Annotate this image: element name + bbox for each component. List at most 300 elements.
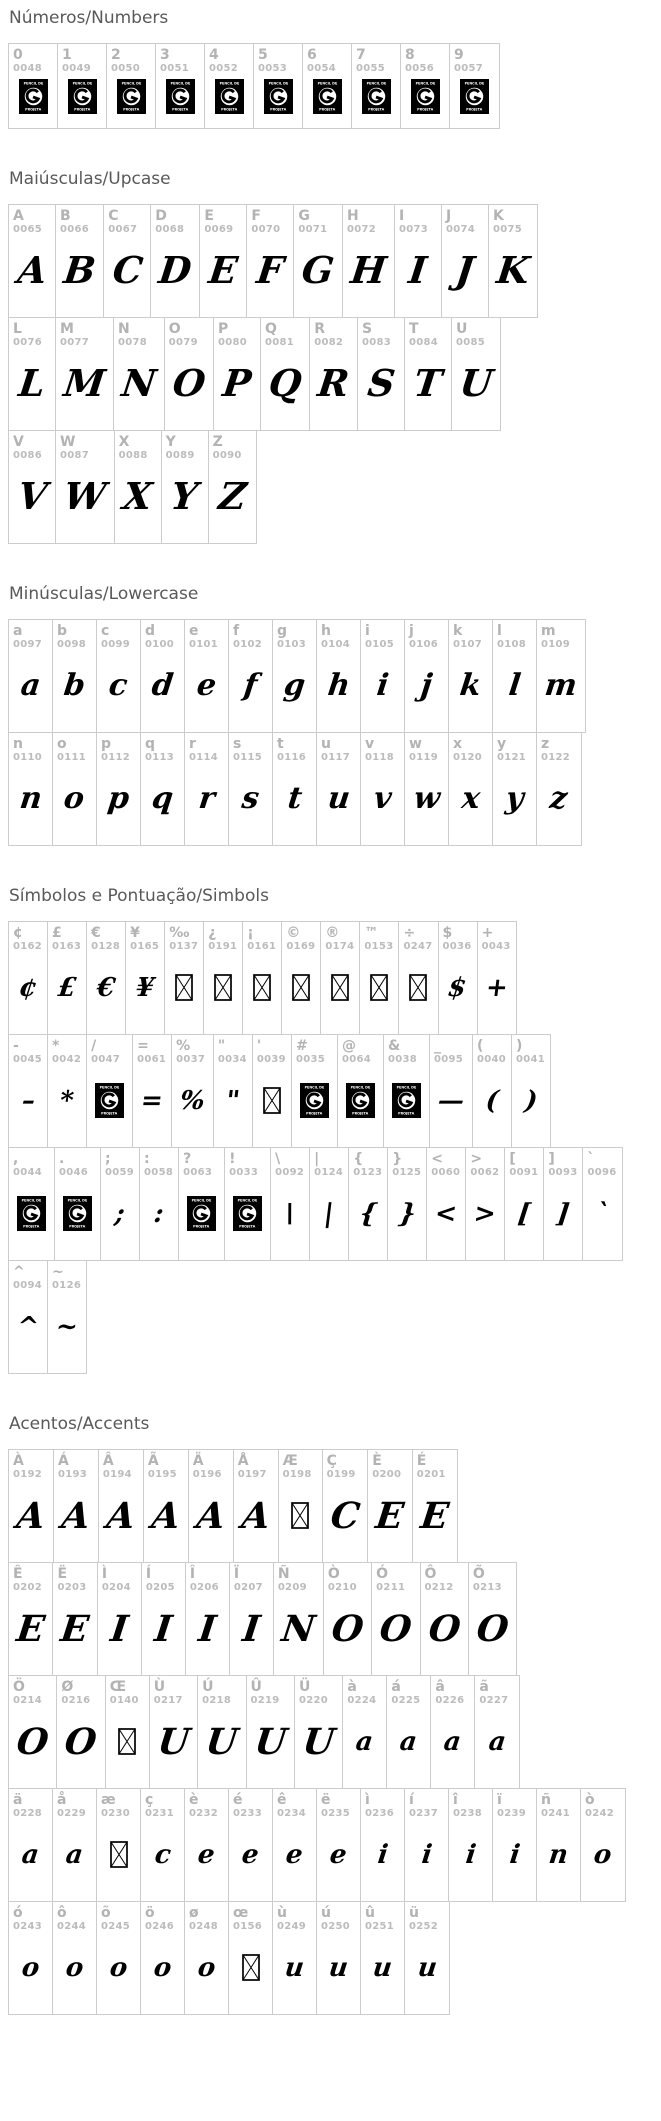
cell-header xyxy=(53,620,96,651)
char-cell xyxy=(48,1261,86,1373)
cell-header xyxy=(53,1563,96,1594)
char-cell xyxy=(229,1902,273,2014)
glyph-area xyxy=(144,1480,188,1561)
char-label: Ç xyxy=(326,1452,337,1469)
glyph-area xyxy=(56,461,114,542)
glyph-area xyxy=(449,763,492,844)
cell-header xyxy=(388,1148,426,1179)
char-code: 0106 xyxy=(409,638,439,650)
glyph: N xyxy=(279,1607,318,1650)
char-code: 0118 xyxy=(365,751,395,763)
char-label: c xyxy=(101,622,110,639)
glyph: B xyxy=(61,248,99,293)
char-cell xyxy=(360,922,399,1034)
char-label: . xyxy=(59,1150,65,1167)
char-code: 0059 xyxy=(105,1166,135,1178)
cell-header xyxy=(87,922,125,953)
glyph: : xyxy=(152,1198,166,1229)
glyph: I xyxy=(196,1607,219,1650)
char-label: \ xyxy=(275,1150,281,1167)
char-cell xyxy=(101,1148,140,1260)
char-code: 0037 xyxy=(176,1053,206,1065)
char-code: 0034 xyxy=(217,1053,247,1065)
char-cell xyxy=(466,1148,505,1260)
stamp-bottom-text: PROJETA xyxy=(193,1225,210,1229)
missing-glyph-icon xyxy=(214,974,232,1001)
glyph: e xyxy=(284,1839,305,1870)
glyph: j xyxy=(418,667,435,703)
char-cell xyxy=(282,922,321,1034)
stamp-top-text: PENCIL DE xyxy=(317,81,337,85)
glyph: v xyxy=(371,780,394,816)
glyph: S xyxy=(365,361,398,406)
foundry-stamp-logo-icon xyxy=(362,79,391,114)
glyph: k xyxy=(458,667,484,703)
glyph-area xyxy=(273,763,316,844)
glyph: u xyxy=(283,1952,306,1983)
cell-header xyxy=(431,1676,474,1707)
char-label: ÷ xyxy=(403,924,416,941)
glyph: O xyxy=(170,361,208,406)
glyph-area xyxy=(229,1819,272,1900)
char-cell xyxy=(544,1148,583,1260)
char-code: 0195 xyxy=(147,1468,177,1480)
char-label: Á xyxy=(57,1452,69,1469)
char-cell xyxy=(214,1035,253,1147)
glyph-area xyxy=(53,1819,96,1900)
missing-glyph-icon xyxy=(331,974,349,1001)
char-code: 0033 xyxy=(229,1166,259,1178)
char-code: 0210 xyxy=(327,1581,357,1593)
char-label: 3 xyxy=(160,47,170,63)
char-cell xyxy=(361,1789,405,1901)
glyph-area xyxy=(317,1932,360,2013)
glyph: — xyxy=(436,1085,466,1116)
stamp-bottom-text: PROJETA xyxy=(23,1225,40,1229)
char-code: 0156 xyxy=(233,1920,263,1932)
cell-header xyxy=(9,318,55,349)
glyph-area xyxy=(273,1819,316,1900)
char-code: 0064 xyxy=(341,1053,371,1065)
char-label: R xyxy=(314,320,326,337)
cell-header xyxy=(48,1261,86,1292)
char-cell xyxy=(361,620,405,732)
cell-header xyxy=(489,205,537,236)
glyph-area xyxy=(442,235,488,316)
char-label: á xyxy=(391,1678,401,1695)
glyph: I xyxy=(152,1607,175,1650)
char-code: 0075 xyxy=(492,223,522,235)
glyph-area xyxy=(387,1706,430,1787)
section-title: Símbolos e Pontuação/Simbols xyxy=(9,885,269,906)
char-code: 0095 xyxy=(433,1053,463,1065)
char-label: € xyxy=(91,924,101,941)
char-label: b xyxy=(57,622,68,639)
char-label: Ü xyxy=(298,1678,311,1695)
char-cell xyxy=(493,620,537,732)
char-label: z xyxy=(541,735,550,752)
char-cell xyxy=(475,1676,519,1788)
cell-header xyxy=(399,922,437,953)
glyph: \ xyxy=(283,1198,297,1229)
char-label: ) xyxy=(516,1037,523,1054)
glyph-area xyxy=(198,1706,245,1787)
missing-glyph-icon xyxy=(263,1087,281,1114)
char-cell xyxy=(489,205,537,317)
glyph: a xyxy=(442,1726,464,1757)
glyph-area xyxy=(537,1819,580,1900)
char-label: p xyxy=(101,735,112,752)
glyph: x xyxy=(459,780,482,816)
section-accents xyxy=(8,1414,661,2015)
char-cell xyxy=(537,1789,581,1901)
char-cell xyxy=(273,620,317,732)
stamp-top-text: PENCIL DE xyxy=(21,1199,42,1203)
glyph: ~ xyxy=(54,1311,80,1342)
char-cell xyxy=(141,620,185,732)
glyph: A xyxy=(59,1494,93,1537)
glyph: ( xyxy=(483,1085,500,1116)
char-cell xyxy=(57,1676,105,1788)
char-label: ü xyxy=(409,1904,419,1921)
glyph-area xyxy=(368,1480,411,1561)
char-label: @ xyxy=(341,1037,356,1054)
glyph: ` xyxy=(594,1198,611,1229)
cell-header xyxy=(387,1676,430,1707)
cell-header xyxy=(292,1035,337,1066)
char-code: 0038 xyxy=(387,1053,417,1065)
glyph: = xyxy=(139,1085,165,1116)
glyph: A xyxy=(194,1494,228,1537)
char-code: 0113 xyxy=(145,751,175,763)
stamp-bottom-text: PROJETA xyxy=(398,1112,415,1116)
char-label: x xyxy=(453,735,463,752)
char-label: Ñ xyxy=(277,1565,290,1582)
char-code: 0204 xyxy=(101,1581,131,1593)
char-code: 0072 xyxy=(346,223,377,235)
char-code: 0105 xyxy=(365,638,395,650)
stamp-bottom-text: PROJETA xyxy=(220,107,238,111)
char-code: 0201 xyxy=(416,1468,446,1480)
char-code: 0244 xyxy=(57,1920,87,1932)
char-label: ~ xyxy=(52,1263,64,1280)
glyph: f xyxy=(241,667,260,703)
glyph-area xyxy=(9,1932,52,2013)
char-cell xyxy=(230,1563,274,1675)
cell-header xyxy=(475,1676,519,1707)
char-label: H xyxy=(346,207,359,224)
stamp-top-text: PENCIL DE xyxy=(191,1199,212,1203)
char-cell xyxy=(405,1789,449,1901)
char-cell xyxy=(179,1148,225,1260)
glyph-area xyxy=(104,235,150,316)
char-cell xyxy=(99,1450,144,1562)
char-code: 0039 xyxy=(256,1053,286,1065)
char-code: 0062 xyxy=(470,1166,500,1178)
cell-header xyxy=(439,922,477,953)
char-label: É xyxy=(416,1452,427,1469)
char-label: L xyxy=(13,320,22,337)
stamp-top-text: PENCIL DE xyxy=(170,81,190,85)
char-code: 0073 xyxy=(398,223,428,235)
cell-header xyxy=(56,431,114,462)
char-code: 0066 xyxy=(60,223,90,235)
glyph: H xyxy=(348,248,389,293)
char-code: 0096 xyxy=(587,1166,617,1178)
glyph: m xyxy=(542,667,579,703)
glyph-area xyxy=(97,1819,140,1900)
char-label: ‰ xyxy=(169,924,190,941)
char-cell xyxy=(273,1902,317,2014)
character-map-page xyxy=(8,8,661,2015)
glyph-area xyxy=(310,1178,348,1259)
char-label: û xyxy=(365,1904,375,1921)
char-cell xyxy=(229,1789,273,1901)
stamp-bottom-text: PROJETA xyxy=(171,107,189,111)
glyph: a xyxy=(18,667,43,703)
char-code: 0067 xyxy=(108,223,138,235)
glyph-area xyxy=(493,763,536,844)
glyph: O xyxy=(14,1720,51,1763)
char-code: 0207 xyxy=(233,1581,263,1593)
char-label: h xyxy=(321,622,331,639)
char-label: Ä xyxy=(192,1452,204,1469)
glyph: ¥ xyxy=(134,972,157,1003)
glyph-area xyxy=(9,235,55,316)
glyph: O xyxy=(329,1607,366,1650)
char-cell xyxy=(9,620,53,732)
glyph: € xyxy=(95,972,117,1003)
char-cell xyxy=(9,1261,48,1373)
glyph-area xyxy=(537,763,581,844)
stamp-top-text: PENCIL DE xyxy=(350,1086,371,1090)
char-label: ] xyxy=(548,1150,555,1167)
char-label: Ï xyxy=(233,1565,240,1582)
glyph: i xyxy=(419,1839,434,1870)
foundry-stamp-logo-icon xyxy=(233,1196,262,1231)
glyph-area xyxy=(512,1065,550,1146)
glyph-area xyxy=(97,763,140,844)
char-code: 0212 xyxy=(424,1581,454,1593)
cell-header xyxy=(254,44,302,75)
glyph: ; xyxy=(113,1198,127,1229)
glyph-area xyxy=(452,348,500,429)
char-code: 0120 xyxy=(453,751,483,763)
char-cell xyxy=(430,1035,473,1147)
glyph: D xyxy=(156,248,195,293)
cell-header xyxy=(405,733,448,764)
char-code: 0116 xyxy=(277,751,307,763)
cell-header xyxy=(209,431,256,462)
char-cell xyxy=(9,431,56,543)
char-cell xyxy=(142,1563,186,1675)
char-label: ¡ xyxy=(247,924,254,941)
char-code: 0211 xyxy=(376,1581,406,1593)
char-cell xyxy=(310,1148,349,1260)
char-row xyxy=(8,619,586,733)
glyph: E xyxy=(373,1494,407,1537)
char-label: T xyxy=(409,320,419,337)
stamp-top-text: PENCIL DE xyxy=(268,81,288,85)
stamp-bottom-text: PROJETA xyxy=(101,1112,118,1116)
char-code: 0217 xyxy=(153,1694,183,1706)
glyph-area xyxy=(98,1593,141,1674)
char-cell xyxy=(115,431,162,543)
char-label: / xyxy=(91,1037,97,1054)
char-cell xyxy=(87,1035,133,1147)
section-numbers xyxy=(8,8,661,129)
glyph: r xyxy=(196,780,217,816)
char-cell xyxy=(97,733,141,845)
cell-header xyxy=(405,318,451,349)
cell-header xyxy=(405,620,448,651)
cell-header xyxy=(449,733,492,764)
section-upper xyxy=(8,169,661,544)
foundry-stamp-logo-icon xyxy=(19,79,48,114)
foundry-stamp-logo-icon xyxy=(17,1196,46,1231)
char-cell xyxy=(9,1563,53,1675)
char-cell xyxy=(165,922,204,1034)
glyph-area xyxy=(53,1932,96,2013)
char-row xyxy=(8,1562,517,1676)
char-cell xyxy=(279,1450,323,1562)
cell-header xyxy=(229,1789,272,1820)
char-cell xyxy=(133,1035,172,1147)
glyph-area xyxy=(9,461,55,542)
cell-header xyxy=(106,1676,149,1707)
glyph-area xyxy=(544,1178,582,1259)
char-cell xyxy=(294,205,343,317)
glyph-area xyxy=(427,1178,465,1259)
char-label: Q xyxy=(265,320,277,337)
char-cell xyxy=(141,733,185,845)
char-label: À xyxy=(13,1452,24,1469)
char-label: Ô xyxy=(424,1565,437,1582)
cell-header xyxy=(310,1148,348,1179)
cell-header xyxy=(413,1450,457,1481)
cell-header xyxy=(384,1035,429,1066)
char-cell xyxy=(9,318,56,430)
char-code: 0093 xyxy=(548,1166,578,1178)
char-code: 0218 xyxy=(202,1694,232,1706)
char-label: K xyxy=(492,207,504,224)
char-code: 0055 xyxy=(356,63,386,75)
glyph: c xyxy=(107,667,130,703)
char-code: 0047 xyxy=(91,1053,121,1065)
char-label: Ø xyxy=(61,1678,74,1695)
glyph-area xyxy=(141,650,184,731)
char-label: ï xyxy=(497,1791,502,1808)
char-code: 0137 xyxy=(169,940,199,952)
char-label: [ xyxy=(509,1150,516,1167)
char-cell xyxy=(358,318,405,430)
char-code: 0121 xyxy=(497,751,527,763)
char-cell xyxy=(413,1450,457,1562)
cell-header xyxy=(323,1450,368,1481)
char-label: u xyxy=(321,735,331,752)
stamp-top-text: PENCIL DE xyxy=(396,1086,417,1090)
glyph: J xyxy=(453,248,477,293)
char-code: 0076 xyxy=(13,336,43,348)
cell-header xyxy=(9,1902,52,1933)
char-cell xyxy=(53,1563,97,1675)
stamp-bottom-text: PROJETA xyxy=(269,107,287,111)
char-label: í xyxy=(409,1791,414,1808)
cell-header xyxy=(48,922,86,953)
glyph: Q xyxy=(266,361,305,406)
cell-header xyxy=(9,733,52,764)
char-code: 0192 xyxy=(13,1468,43,1480)
char-code: 0206 xyxy=(189,1581,219,1593)
cell-header xyxy=(9,1450,53,1481)
cell-header xyxy=(104,205,150,236)
char-code: 0122 xyxy=(541,751,571,763)
glyph: ¢ xyxy=(17,972,39,1003)
char-code: 0083 xyxy=(362,336,392,348)
glyph-area xyxy=(247,1706,294,1787)
glyph: ] xyxy=(555,1198,572,1229)
char-cell xyxy=(200,205,247,317)
glyph-area xyxy=(140,1178,178,1259)
glyph-area xyxy=(449,1819,492,1900)
char-code: 0246 xyxy=(145,1920,175,1932)
char-cell xyxy=(317,733,361,845)
cell-header xyxy=(338,1035,383,1066)
char-cell xyxy=(172,1035,214,1147)
char-label: é xyxy=(233,1791,243,1808)
cell-header xyxy=(107,44,155,75)
glyph-area xyxy=(243,952,281,1033)
glyph: G xyxy=(299,248,337,293)
cell-header xyxy=(54,1450,98,1481)
char-label: P xyxy=(218,320,229,337)
char-label: & xyxy=(387,1037,401,1054)
char-label: t xyxy=(277,735,284,752)
char-code: 0219 xyxy=(250,1694,280,1706)
char-cell xyxy=(372,1563,420,1675)
char-label: I xyxy=(398,207,405,224)
char-cell xyxy=(106,1676,150,1788)
char-cell xyxy=(156,44,205,128)
char-row xyxy=(8,1449,458,1563)
cell-header xyxy=(493,620,536,651)
stamp-bottom-text: PROJETA xyxy=(24,107,42,111)
glyph-area xyxy=(405,650,448,731)
glyph: I xyxy=(406,248,430,293)
cell-header xyxy=(101,1148,139,1179)
glyph-area xyxy=(292,1065,337,1146)
char-label: Ò xyxy=(327,1565,340,1582)
char-code: 0092 xyxy=(275,1166,305,1178)
cell-header xyxy=(372,1563,419,1594)
glyph: O xyxy=(425,1607,463,1650)
char-cell xyxy=(87,922,126,1034)
char-code: 0234 xyxy=(277,1807,307,1819)
char-cell xyxy=(449,620,493,732)
cell-header xyxy=(271,1148,309,1179)
char-cell xyxy=(295,1676,343,1788)
glyph: u xyxy=(325,780,352,816)
glyph-area xyxy=(343,235,394,316)
glyph-area xyxy=(421,1593,468,1674)
glyph: W xyxy=(61,474,109,519)
foundry-stamp-logo-icon xyxy=(411,79,440,114)
glyph: O xyxy=(62,1720,100,1763)
cell-header xyxy=(9,922,47,953)
char-label: 9 xyxy=(454,47,464,63)
glyph-area xyxy=(583,1178,621,1259)
char-cell xyxy=(229,733,273,845)
